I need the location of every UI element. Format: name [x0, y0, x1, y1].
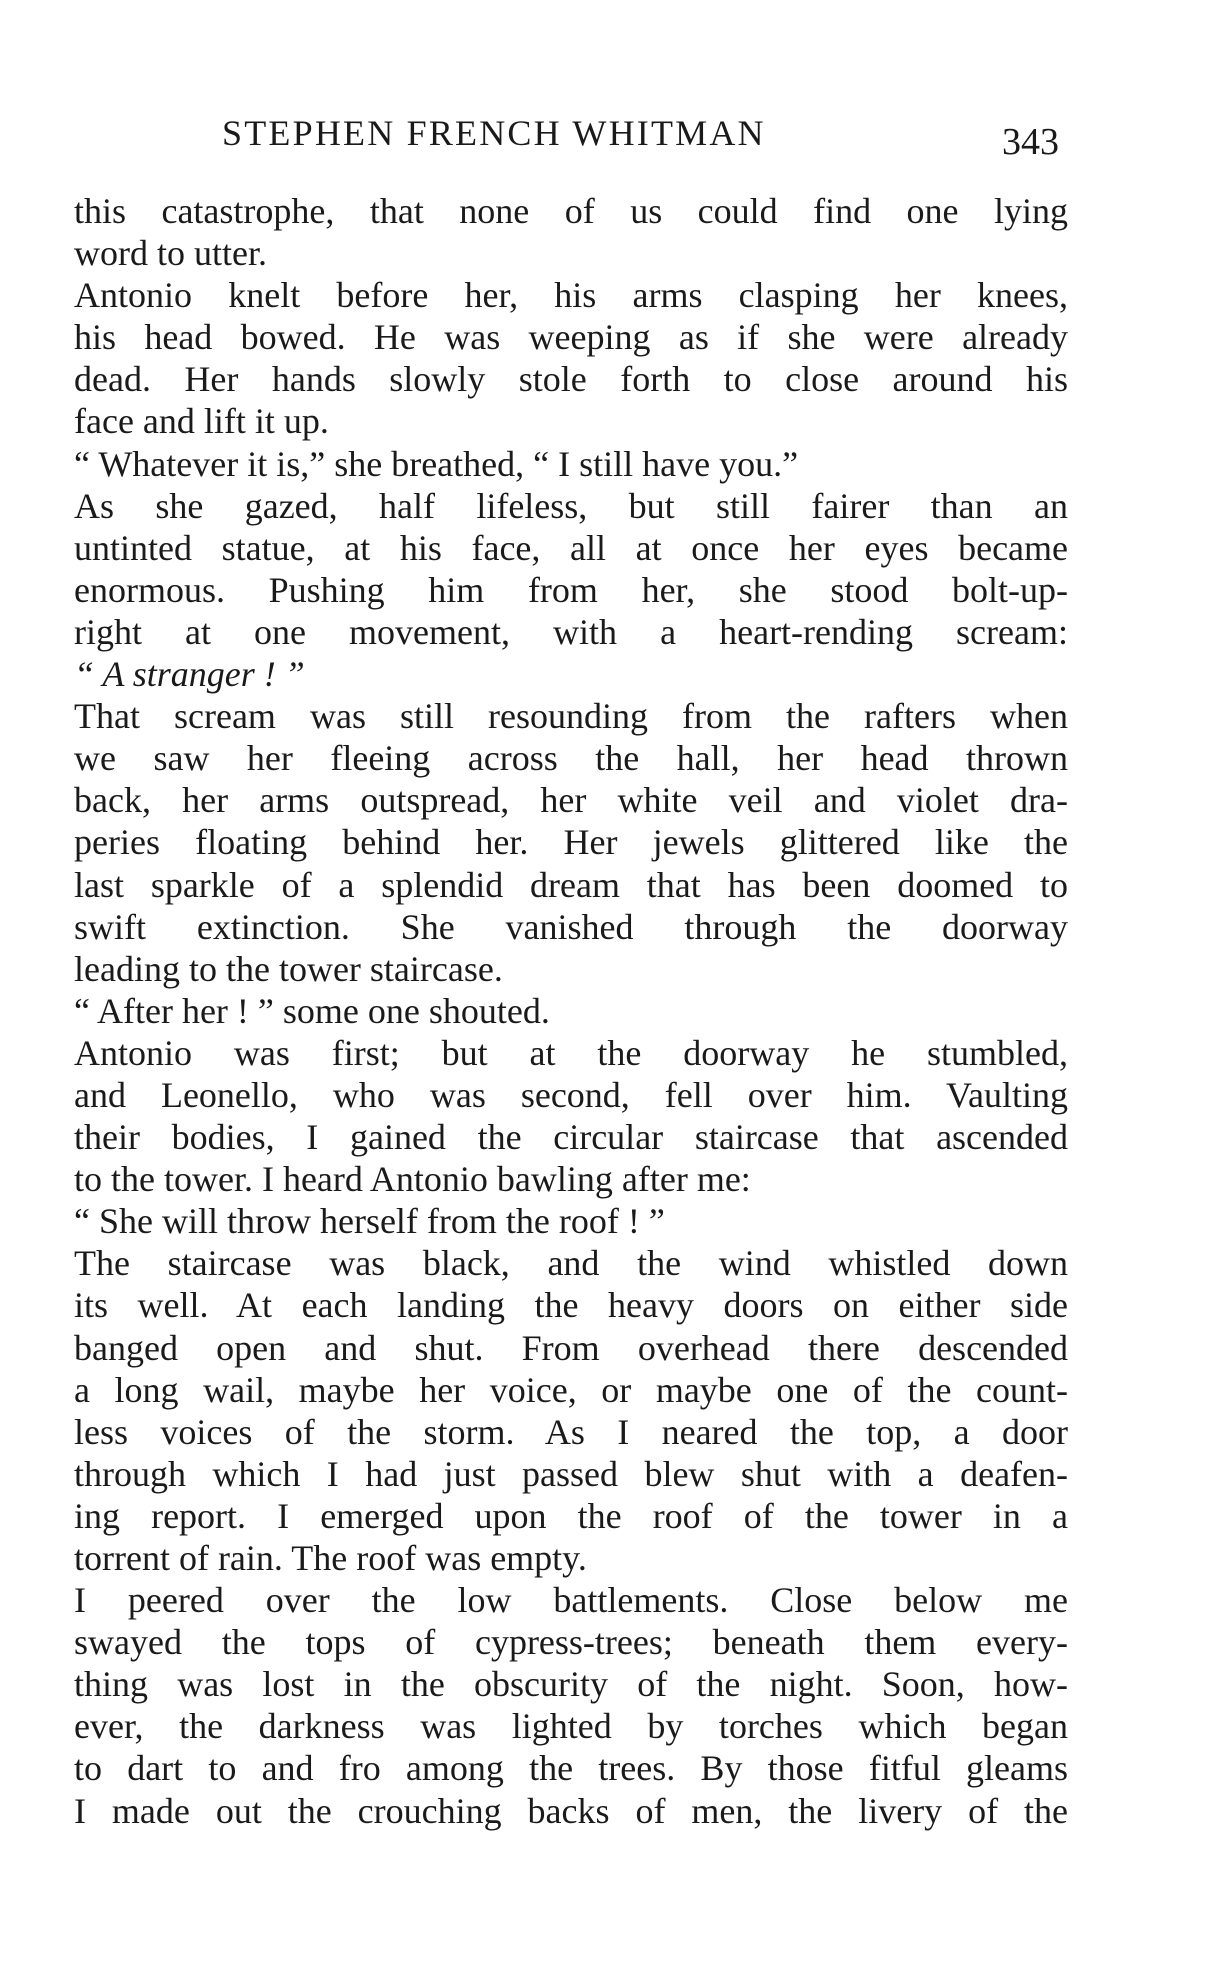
text-line: to dart to and fro among the trees. By those fitful gleams	[74, 1748, 1068, 1789]
text-line: banged open and shut. From overhead there descended	[74, 1327, 1068, 1368]
text-line: dead. Her hands slowly stole forth to close around his	[74, 359, 1068, 400]
text-line: I made out the crouching backs of men, the livery of the	[74, 1790, 1068, 1831]
text-line: we saw her fleeing across the hall, her head thrown	[74, 738, 1068, 779]
text-line: peries floating behind her. Her jewels glittered like the	[74, 822, 1068, 863]
text-line: Antonio was first; but at the doorway he stumbled,	[74, 1032, 1068, 1073]
text-line: to the tower. I heard Antonio bawling after me:	[74, 1159, 751, 1200]
text-line: through which I had just passed blew shut with a deafen-	[74, 1453, 1068, 1494]
text-line: right at one movement, with a heart-rending scream:	[74, 611, 1068, 652]
text-line: swayed the tops of cypress-trees; beneath them every-	[74, 1622, 1068, 1663]
text-line: his head bowed. He was weeping as if she were already	[74, 317, 1068, 358]
text-line: “ A stranger ! ”	[74, 654, 305, 695]
text-line: I peered over the low battlements. Close below me	[74, 1580, 1068, 1621]
text-line: and Leonello, who was second, fell over him. Vaulting	[74, 1074, 1068, 1115]
text-line: thing was lost in the obscurity of the night. Soon, how-	[74, 1664, 1068, 1705]
text-line: face and lift it up.	[74, 401, 329, 442]
text-line: “ She will throw herself from the roof ! ”	[74, 1201, 665, 1242]
text-line: word to utter.	[74, 233, 267, 274]
text-line: torrent of rain. The roof was empty.	[74, 1538, 587, 1578]
text-line: The staircase was black, and the wind whistled down	[74, 1243, 1068, 1284]
running-head-title: STEPHEN FRENCH WHITMAN	[222, 113, 766, 153]
running-head	[0, 112, 1205, 162]
text-line: a long wail, maybe her voice, or maybe one of the count-	[74, 1369, 1068, 1410]
text-line: less voices of the storm. As I neared the top, a door	[74, 1411, 1068, 1452]
text-line: its well. At each landing the heavy doors on either side	[74, 1285, 1068, 1326]
text-line: ing report. I emerged upon the roof of the tower in a	[74, 1495, 1068, 1536]
body-text	[74, 190, 1068, 1832]
text-line: swift extinction. She vanished through the doorway	[74, 906, 1068, 947]
text-line: leading to the tower staircase.	[74, 948, 503, 989]
text-line: ever, the darkness was lighted by torches which began	[74, 1706, 1068, 1747]
text-line: untinted statue, at his face, all at once her eyes became	[74, 527, 1068, 568]
text-line: “ After her ! ” some one shouted.	[74, 990, 550, 1031]
text-line: back, her arms outspread, her white veil and violet dra-	[74, 780, 1068, 821]
text-line: As she gazed, half lifeless, but still fairer than an	[74, 485, 1068, 526]
text-line: last sparkle of a splendid dream that has been doomed to	[74, 864, 1068, 905]
text-line: “ Whatever it is,” she breathed, “ I still have you.”	[74, 443, 799, 484]
text-line: enormous. Pushing him from her, she stood bolt-up-	[74, 569, 1068, 610]
text-line: That scream was still resounding from the rafters when	[74, 696, 1068, 737]
text-line: their bodies, I gained the circular staircase that ascended	[74, 1117, 1068, 1158]
text-line: this catastrophe, that none of us could find one lying	[74, 191, 1068, 231]
text-line: Antonio knelt before her, his arms clasping her knees,	[74, 275, 1068, 316]
page-number: 343	[1002, 121, 1059, 163]
